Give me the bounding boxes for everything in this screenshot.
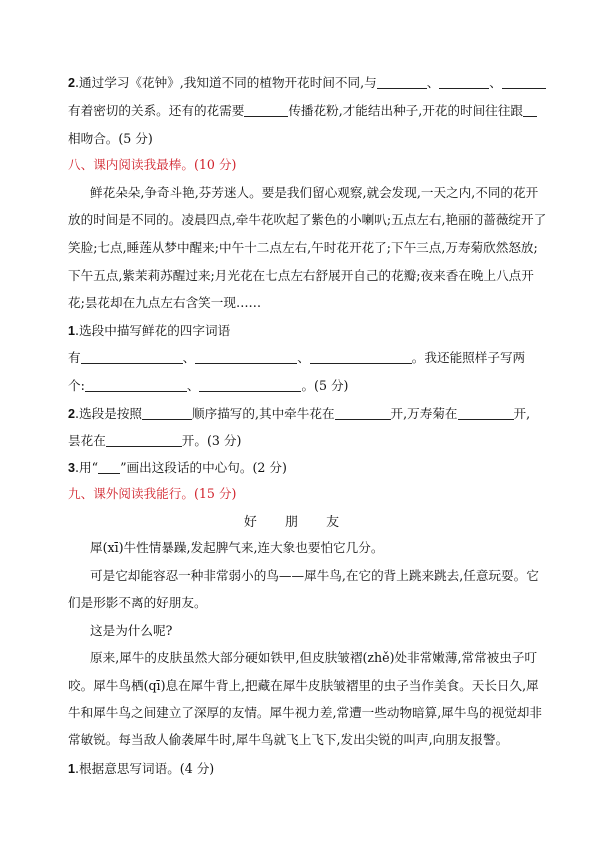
answer-blank[interactable]: [244, 103, 288, 117]
section-8-header: 八、课内阅读我最棒。(10 分): [68, 157, 237, 172]
answer-blank[interactable]: [85, 378, 187, 392]
passage-9-line: 咬。犀牛鸟栖(qī)息在犀牛背上,把藏在犀牛皮肤皱褶里的虫子当作美食。天长日久,犀: [68, 678, 539, 693]
passage-9-line: 原来,犀牛的皮肤虽然大部分硬如铁甲,但皮肤皱褶(zhě)处非常嫩薄,常常被虫子叮: [90, 650, 538, 665]
section-9-header: 九、课外阅读我能行。(15 分): [68, 486, 237, 501]
answer-blank[interactable]: [377, 75, 427, 89]
s8-question-1: 1.选段中描写鲜花的四字词语: [68, 323, 231, 338]
answer-blank[interactable]: [335, 406, 391, 420]
answer-blank[interactable]: [439, 75, 489, 89]
passage-9-line: 这是为什么呢?: [90, 623, 173, 638]
s8-question-1-answers: 有 、 、 。我还能照样子写两: [68, 350, 526, 365]
q2-line-1: 2.通过学习《花钟》,我知道不同的植物开花时间不同,与 、 、: [68, 74, 525, 92]
q2-line-2: 有着密切的关系。还有的花需要 传播花粉,才能结出种子,开花的时间往往跟: [68, 102, 525, 120]
passage-8-line: 笑脸;七点,睡莲从梦中醒来;中午十二点左右,午时花开花了;下午三点,万寿菊欣然怒放;: [68, 240, 538, 255]
s9-question-1: 1.根据意思写词语。(4 分): [68, 761, 215, 776]
answer-blank[interactable]: [106, 433, 182, 447]
passage-9-line: 们是形影不离的好朋友。: [68, 595, 207, 610]
passage-8-line: 放的时间是不同的。凌晨四点,牵牛花吹起了紫色的小喇叭;五点左右,艳丽的蔷薇绽开了: [68, 212, 547, 227]
passage-9-line: 常敏锐。每当敌人偷袭犀牛时,犀牛鸟就飞上飞下,发出尖锐的叫声,向朋友报警。: [68, 732, 509, 747]
passage-9-line: 可是它却能容忍一种非常弱小的鸟——犀牛鸟,在它的背上跳来跳去,任意玩耍。它: [90, 568, 539, 583]
answer-blank[interactable]: [195, 350, 297, 364]
s8-question-2-cont: 昙花在 开。(3 分): [68, 433, 242, 448]
q2-line-3: 相吻合。(5 分): [68, 131, 153, 146]
passage-8-line: 花;昙花却在九点左右含笑一现……: [68, 295, 262, 310]
passage-9-line: 犀(xī)牛性情暴躁,发起脾气来,连大象也要怕它几分。: [90, 540, 384, 555]
answer-blank[interactable]: [523, 103, 537, 117]
answer-blank[interactable]: [199, 378, 301, 392]
answer-blank[interactable]: [310, 350, 412, 364]
s8-question-1-answers-2: 个: 、 。(5 分): [68, 378, 349, 393]
s8-question-2: 2.选段是按照 顺序描写的,其中牵牛花在 开,万寿菊在 开,: [68, 406, 531, 421]
passage-8-line: 下午五点,紫茉莉苏醒过来;月光花在七点左右舒展开自己的花瓣;夜来香在晚上八点开: [68, 268, 534, 283]
passage-9-line: 牛和犀牛鸟之间建立了深厚的友情。犀牛视力差,常遭一些动物暗算,犀牛鸟的视觉却非: [68, 705, 542, 720]
s8-question-3: 3.用“ ”画出这段话的中心句。(2 分): [68, 460, 287, 475]
story-title: 好 朋 友: [243, 515, 352, 530]
passage-8-line: 鲜花朵朵,争奇斗艳,芬芳迷人。要是我们留心观察,就会发现,一天之内,不同的花开: [90, 185, 539, 200]
answer-blank[interactable]: [142, 406, 192, 420]
answer-blank[interactable]: [458, 406, 514, 420]
answer-blank[interactable]: [81, 350, 183, 364]
answer-blank[interactable]: [98, 460, 120, 474]
answer-blank[interactable]: [502, 75, 546, 89]
